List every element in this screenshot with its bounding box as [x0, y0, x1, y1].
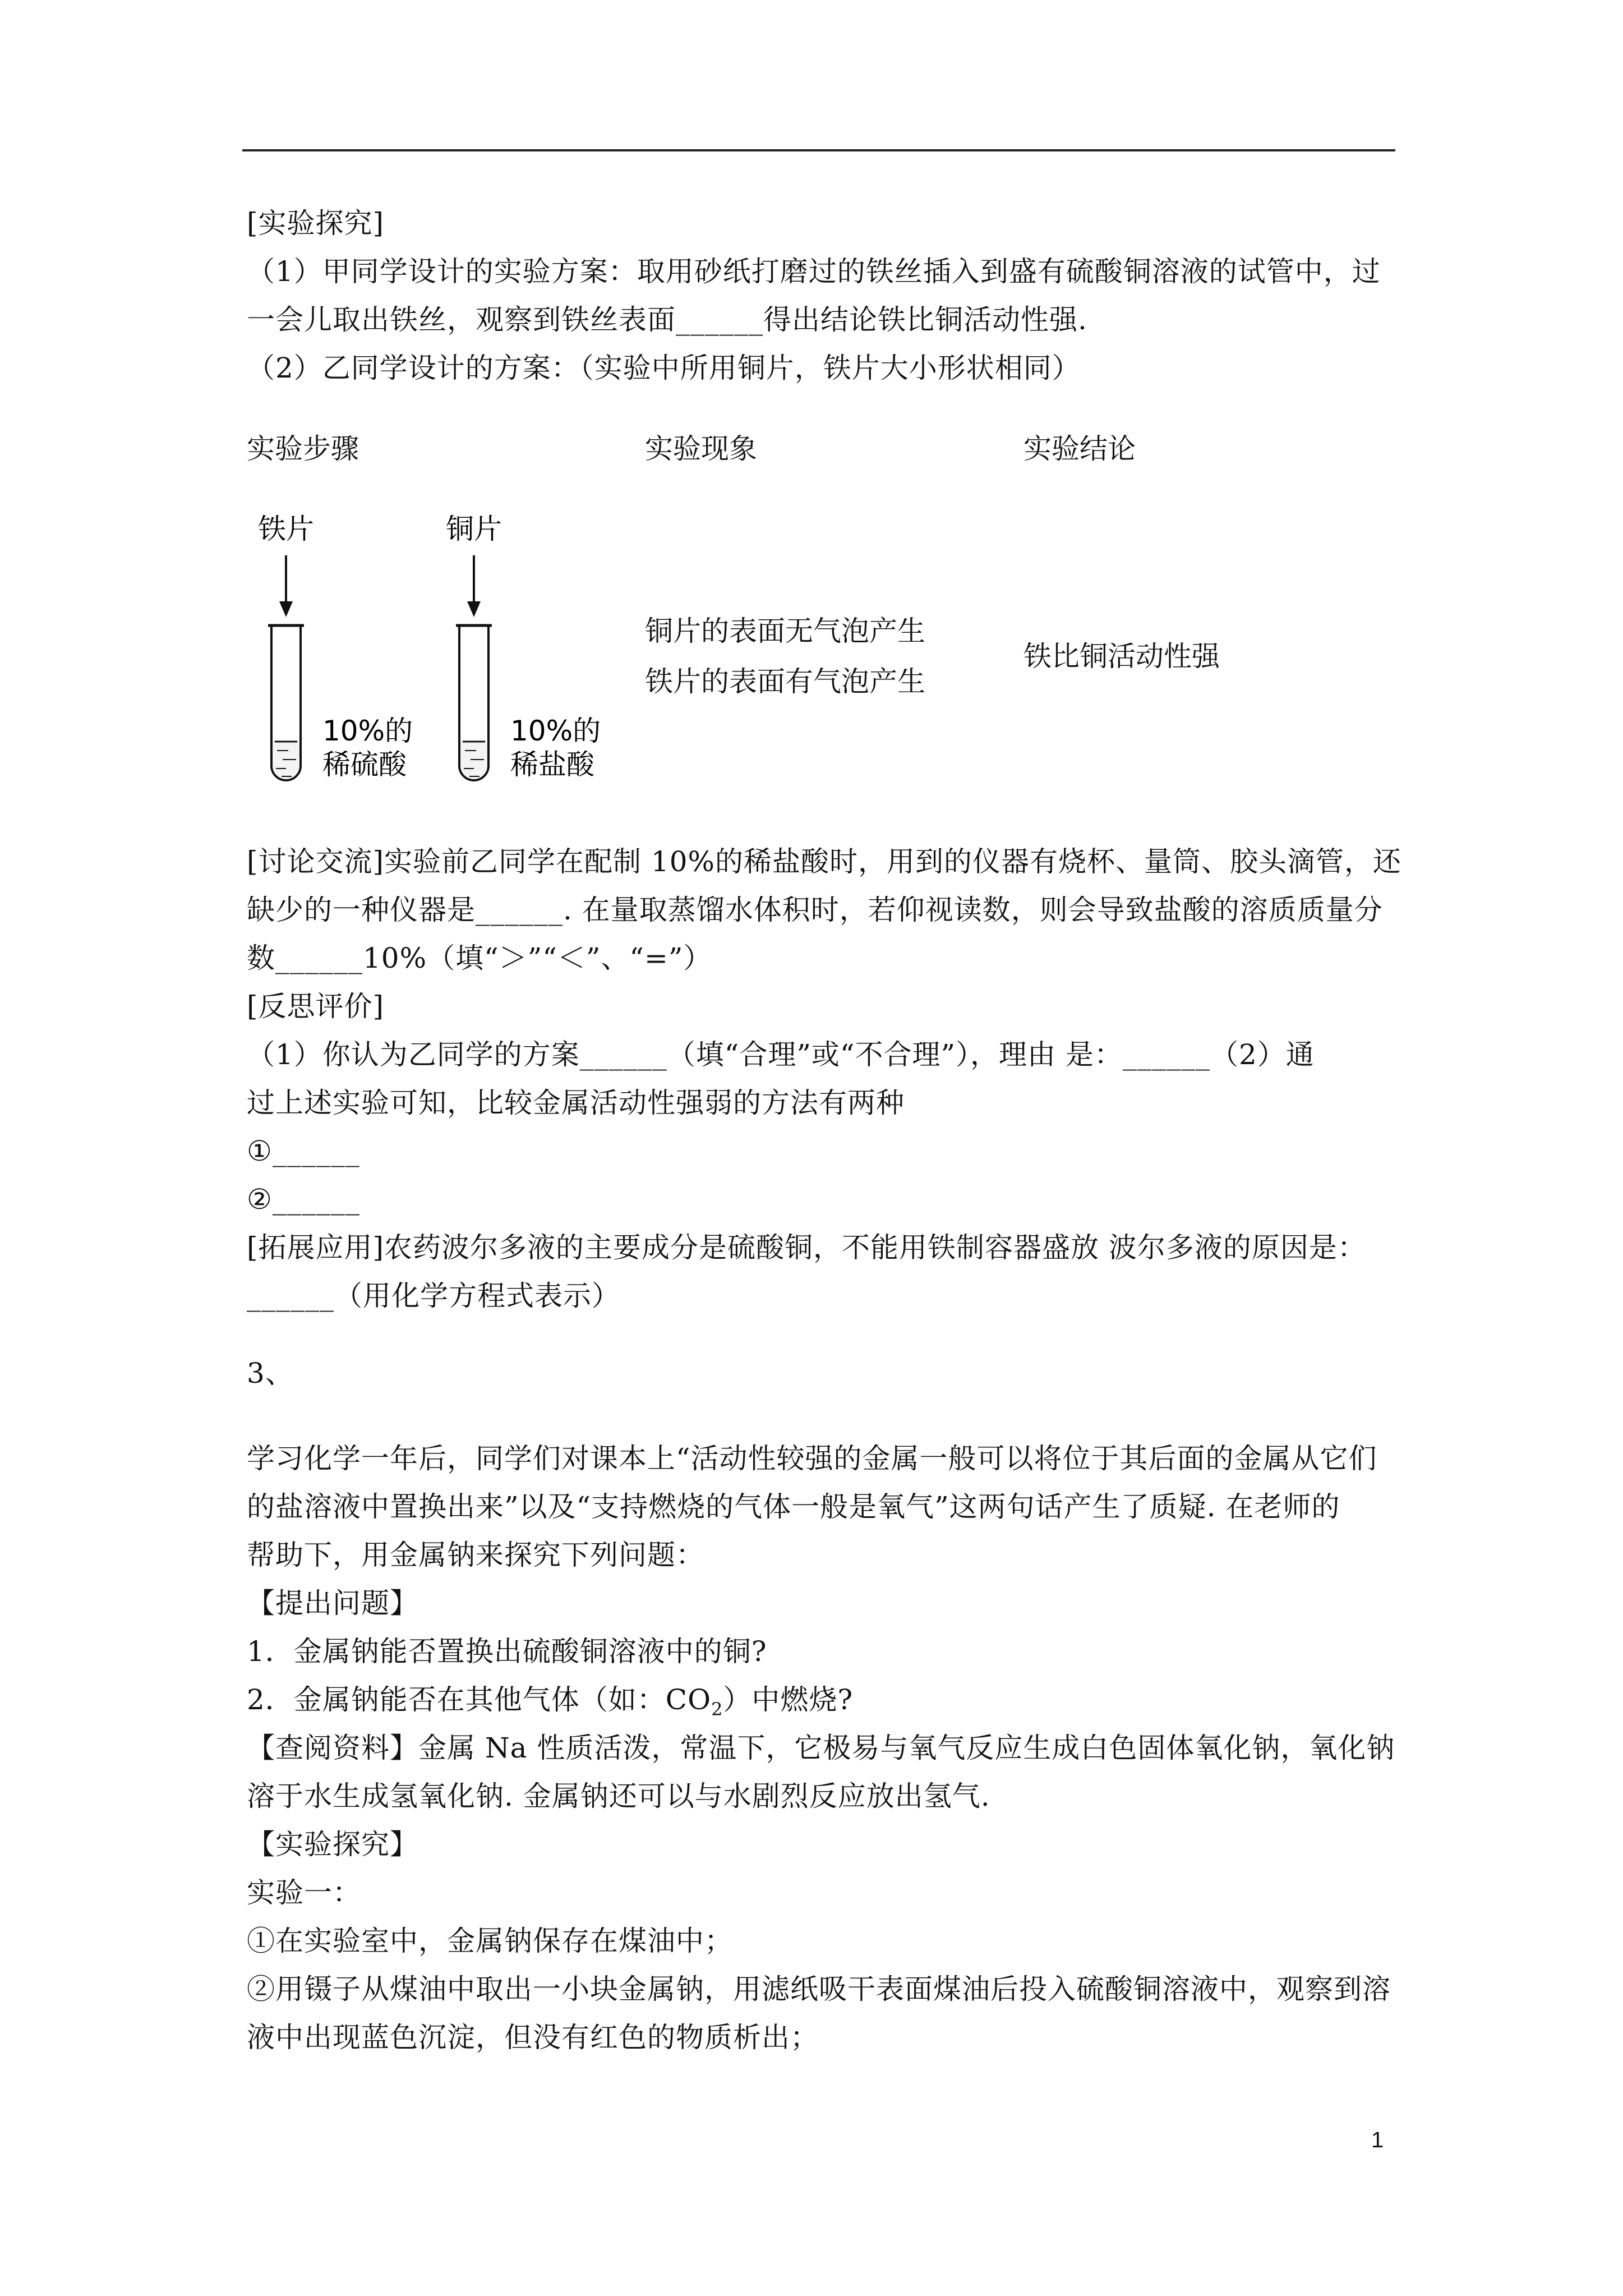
question-number: 3、: [247, 1357, 294, 1389]
q3-step-2-line-1: ②用镊子从煤油中取出一小块金属钠，用滤纸吸干表面煤油后投入硫酸铜溶液中，观察到溶: [247, 1973, 1391, 2005]
tube1-solution: 稀硫酸: [322, 748, 407, 781]
q3-question-2: [247, 1683, 1402, 1726]
extension-line-1: [拓展应用]农药波尔多液的主要成分是硫酸铜，不能用铁制容器盛放 波尔多液的原因是：: [247, 1231, 1366, 1264]
tube1-test-tube: [268, 625, 304, 780]
arrow-down-icon: [279, 601, 293, 617]
q3-question-2-suffix: ）中燃烧?: [723, 1683, 854, 1716]
q3-question-1: 1．金属钠能否置换出硫酸铜溶液中的铜?: [247, 1635, 767, 1668]
arrow-down-icon: [467, 601, 481, 617]
section-heading-experiment: [实验探究]: [247, 207, 385, 240]
col-header-phenomenon: 实验现象: [645, 432, 757, 465]
q3-step-1: ①在实验室中，金属钠保存在煤油中；: [247, 1925, 733, 1957]
discussion-line-3: 数______10%（填“＞”“＜”、“=”）: [247, 942, 712, 974]
header-rule: [242, 149, 1395, 151]
reflection-heading: [反思评价]: [247, 990, 385, 1023]
q3-step-2-line-2: 液中出现蓝色沉淀，但没有红色的物质析出；: [247, 2021, 819, 2054]
q3-intro-line-2: 的盐溶液中置换出来”以及“支持燃烧的气体一般是氧气”这两句话产生了质疑. 在老师的: [247, 1490, 1340, 1523]
phenomenon-line-1: 铜片的表面无气泡产生: [645, 615, 925, 647]
paragraph-1-line-2: 一会儿取出铁丝，观察到铁丝表面______得出结论铁比铜活动性强.: [247, 303, 1087, 336]
phenomenon-line-2: 铁片的表面有气泡产生: [645, 665, 925, 698]
col-header-conclusion: 实验结论: [1023, 432, 1136, 465]
tube2-label: 铜片: [446, 513, 502, 545]
tube2-test-tube: [456, 625, 492, 780]
col-header-steps: 实验步骤: [247, 432, 359, 465]
tube2-solution: 稀盐酸: [510, 748, 594, 781]
q3-intro-line-3: 帮助下，用金属钠来探究下列问题：: [247, 1539, 704, 1571]
paragraph-2: （2）乙同学设计的方案：（实验中所用铜片，铁片大小形状相同）: [247, 352, 1081, 384]
q3-question-2-prefix: 2．金属钠能否在其他气体（如：CO: [247, 1683, 712, 1716]
discussion-line-1: [讨论交流]实验前乙同学在配制 10%的稀盐酸时，用到的仪器有烧杯、量筒、胶头滴管，还: [247, 845, 1402, 878]
test-tube-figure: [247, 510, 617, 802]
q3-heading-explore: 【实验探究】: [247, 1828, 418, 1861]
reflection-line-2: 过上述实验可知，比较金属活动性强弱的方法有两种: [247, 1087, 905, 1119]
reflection-item-2: ②______: [247, 1183, 360, 1216]
paragraph-1-line-1: （1）甲同学设计的实验方案：取用砂纸打磨过的铁丝插入到盛有硫酸铜溶液的试管中，过: [247, 255, 1381, 288]
reflection-item-1: ①______: [247, 1135, 360, 1167]
tube2-concentration: 10%的: [510, 715, 601, 747]
q3-info-line-1: 【查阅资料】金属 Na 性质活泼，常温下，它极易与氧气反应生成白色固体氧化钠，氧化钠: [247, 1732, 1395, 1764]
q3-info-line-2: 溶于水生成氢氧化钠. 金属钠还可以与水剧烈反应放出氢气.: [247, 1780, 990, 1812]
reflection-line-1: （1）你认为乙同学的方案______（填“合理”或“不合理”），理由 是：______（2）通: [247, 1038, 1315, 1071]
q3-question-2-subscript: 2: [711, 1699, 723, 1720]
page-number: 1: [1371, 2128, 1384, 2152]
q3-experiment-1-title: 实验一：: [247, 1876, 361, 1909]
q3-heading-question: 【提出问题】: [247, 1587, 418, 1619]
discussion-line-2: 缺少的一种仪器是______. 在量取蒸馏水体积时，若仰视读数，则会导致盐酸的溶质质量分: [247, 894, 1383, 926]
extension-line-2: ______（用化学方程式表示）: [247, 1280, 620, 1312]
tube1-concentration: 10%的: [322, 715, 413, 747]
conclusion-text: 铁比铜活动性强: [1023, 640, 1220, 673]
tube1-label: 铁片: [258, 513, 314, 545]
q3-intro-line-1: 学习化学一年后，同学们对课本上“活动性较强的金属一般可以将位于其后面的金属从它们: [247, 1442, 1377, 1475]
